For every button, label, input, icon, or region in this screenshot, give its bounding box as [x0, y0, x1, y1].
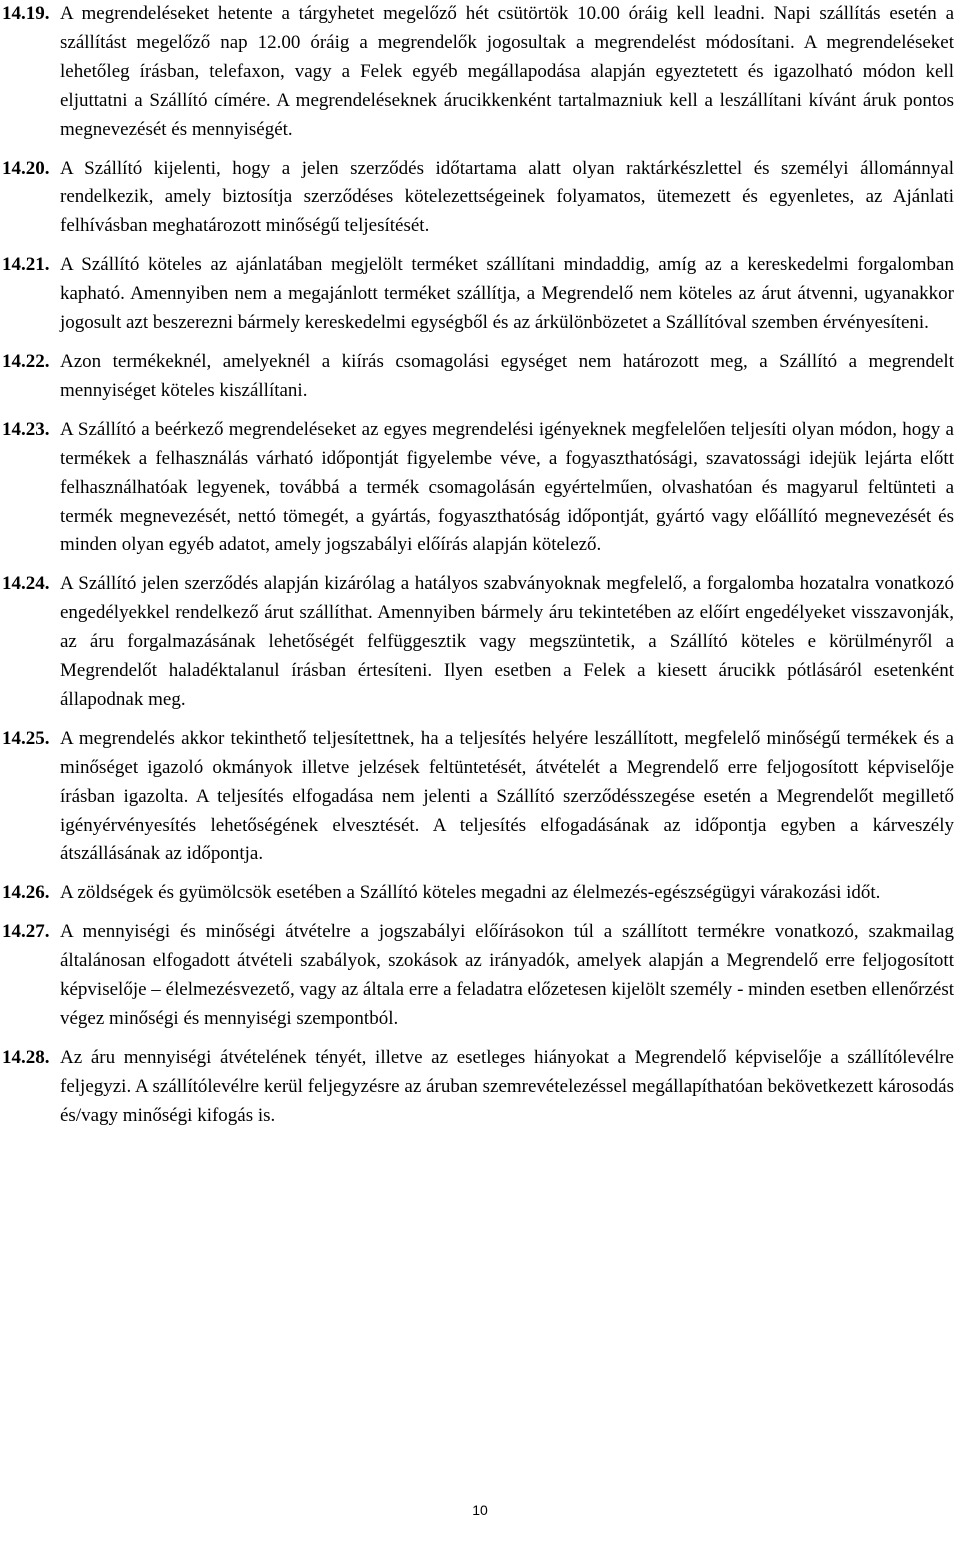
clause-number: 14.21.	[2, 254, 50, 276]
clause-14-21	[2, 251, 954, 338]
clause-number: 14.20.	[2, 157, 50, 179]
clause-14-28	[2, 1044, 954, 1131]
clause-number: 14.19.	[2, 3, 50, 24]
clause-text: A mennyiségi és minőségi átvételre a jogszabályi előírásokon túl a szállított termékre vonatkozó, szakmailag általánosan elfogadott átvételi szabályok, szokások az irányadók, amelyek alapján a Megrendelő erre feljogosított képviselője – élelmezésvezető, vagy az általa erre a feladatra előzetesen kijelölt személy - minden esetben ellenőrzést végez minőségi és mennyiségi szempontból.	[60, 921, 954, 1029]
clause-14-25	[2, 725, 954, 870]
clause-14-19	[2, 0, 954, 145]
clause-text: A Szállító jelen szerződés alapján kizárólag a hatályos szabványoknak megfelelő, a forgalomba hozatalra vonatkozó engedélyekkel rendelkező árut szállíthat. Amennyiben bármely áru tekintetében az előírt engedélyeket visszavonják, az áru forgalmazásának lehetőségét felfüggesztik vagy megszüntetik, a Szállító köteles e körülményről a Megrendelőt haladéktalanul írásban értesíteni. Ilyen esetben a Felek a kiesett árucikk pótlásáról esetenként állapodnak meg.	[60, 573, 954, 710]
clause-number: 14.24.	[2, 573, 50, 595]
clause-text: A megrendeléseket hetente a tárgyhetet megelőző hét csütörtök 10.00 óráig kell leadni. Napi szállítás esetén a szállítást megelőző nap 12.00 óráig a megrendelők jogosultak a megrendelést módosítani. A megrendeléseket lehetőleg írásban, telefaxon, vagy a Felek egyéb megállapodása alapján egyeztetett és igazolható módon kell eljuttatni a Szállító címére. A megrendeléseknek árucikkenként tartalmazniuk kell a leszállítani kívánt áruk pontos megnevezését és mennyiségét.	[60, 3, 954, 140]
clause-text: Azon termékeknél, amelyeknél a kiírás csomagolási egységet nem határozott meg, a Szállító a megrendelt mennyiséget köteles kiszállítani.	[60, 350, 954, 401]
clause-number: 14.22.	[2, 350, 50, 372]
clause-text: A Szállító köteles az ajánlatában megjelölt terméket szállítani mindaddig, amíg az a kereskedelmi forgalomban kapható. Amennyiben nem a megajánlott terméket szállítja, a Megrendelő nem köteles az árut átvenni, ugyanakkor jogosult azt beszerezni bármely kereskedelmi egységből és az árkülönbözetet a Szállítóval szemben érvényesíteni.	[60, 254, 954, 334]
clause-14-23	[2, 416, 954, 561]
clause-text: A zöldségek és gyümölcsök esetében a Szállító köteles megadni az élelmezés-egészségügyi várakozási időt.	[60, 882, 881, 904]
clause-14-20	[2, 155, 954, 242]
page-number: 10	[472, 1502, 488, 1518]
clause-text: A Szállító kijelenti, hogy a jelen szerződés időtartama alatt olyan raktárkészlettel és személyi állománnyal rendelkezik, amely biztosítja szerződéses kötelezettségeinek folyamatos, ütemezett és egyenletes, az Ajánlati felhívásban meghatározott minőségű teljesítését.	[60, 157, 954, 237]
clause-text: A Szállító a beérkező megrendeléseket az egyes megrendelési igényeknek megfelelően teljesíti olyan módon, hogy a termékek a felhasználás várható időpontját figyelembe véve, a fogyaszthatósági, szavatossági idejük lejárta előtt felhasználhatóak legyenek, továbbá a termék csomagolásán egyértelműen, olvashatóan és magyarul feltünteti a termék megnevezését, nettó tömegét, a gyártás, fogyaszthatóság időpontját, gyártó vagy előállító megnevezését és minden olyan egyéb adatot, amely jogszabályi előírás alapján kötelező.	[60, 418, 954, 556]
clause-list	[2, 0, 954, 1131]
clause-number: 14.27.	[2, 921, 50, 943]
clause-text: A megrendelés akkor tekinthető teljesítettnek, ha a teljesítés helyére leszállított, megfelelő minőségű termékek és a minőséget igazoló okmányok illetve jelzések feltüntetését, átvételét a Megrendelő erre feljogosított képviselője írásban igazolta. A teljesítés elfogadása nem jelenti a Szállító szerződésszegése esetén a Megrendelőt megillető igényérvényesítés lehetőségének elvesztését. A teljesítés elfogadásának az időpontja egyben a kárveszély átszállásának az időpontja.	[60, 727, 954, 865]
clause-14-24	[2, 570, 954, 715]
clause-number: 14.25.	[2, 727, 50, 749]
clause-number: 14.23.	[2, 418, 50, 440]
clause-14-27	[2, 918, 954, 1034]
clause-text: Az áru mennyiségi átvételének tényét, illetve az esetleges hiányokat a Megrendelő képviselője a szállítólevélre feljegyzi. A szállítólevélre kerül feljegyzésre az áruban szemrevételezéssel megállapíthatóan bekövetkezett károsodás és/vagy minőségi kifogás is.	[60, 1046, 954, 1126]
clause-14-22	[2, 348, 954, 406]
clause-number: 14.28.	[2, 1046, 50, 1068]
clause-14-26	[2, 879, 954, 908]
clause-number: 14.26.	[2, 882, 50, 904]
